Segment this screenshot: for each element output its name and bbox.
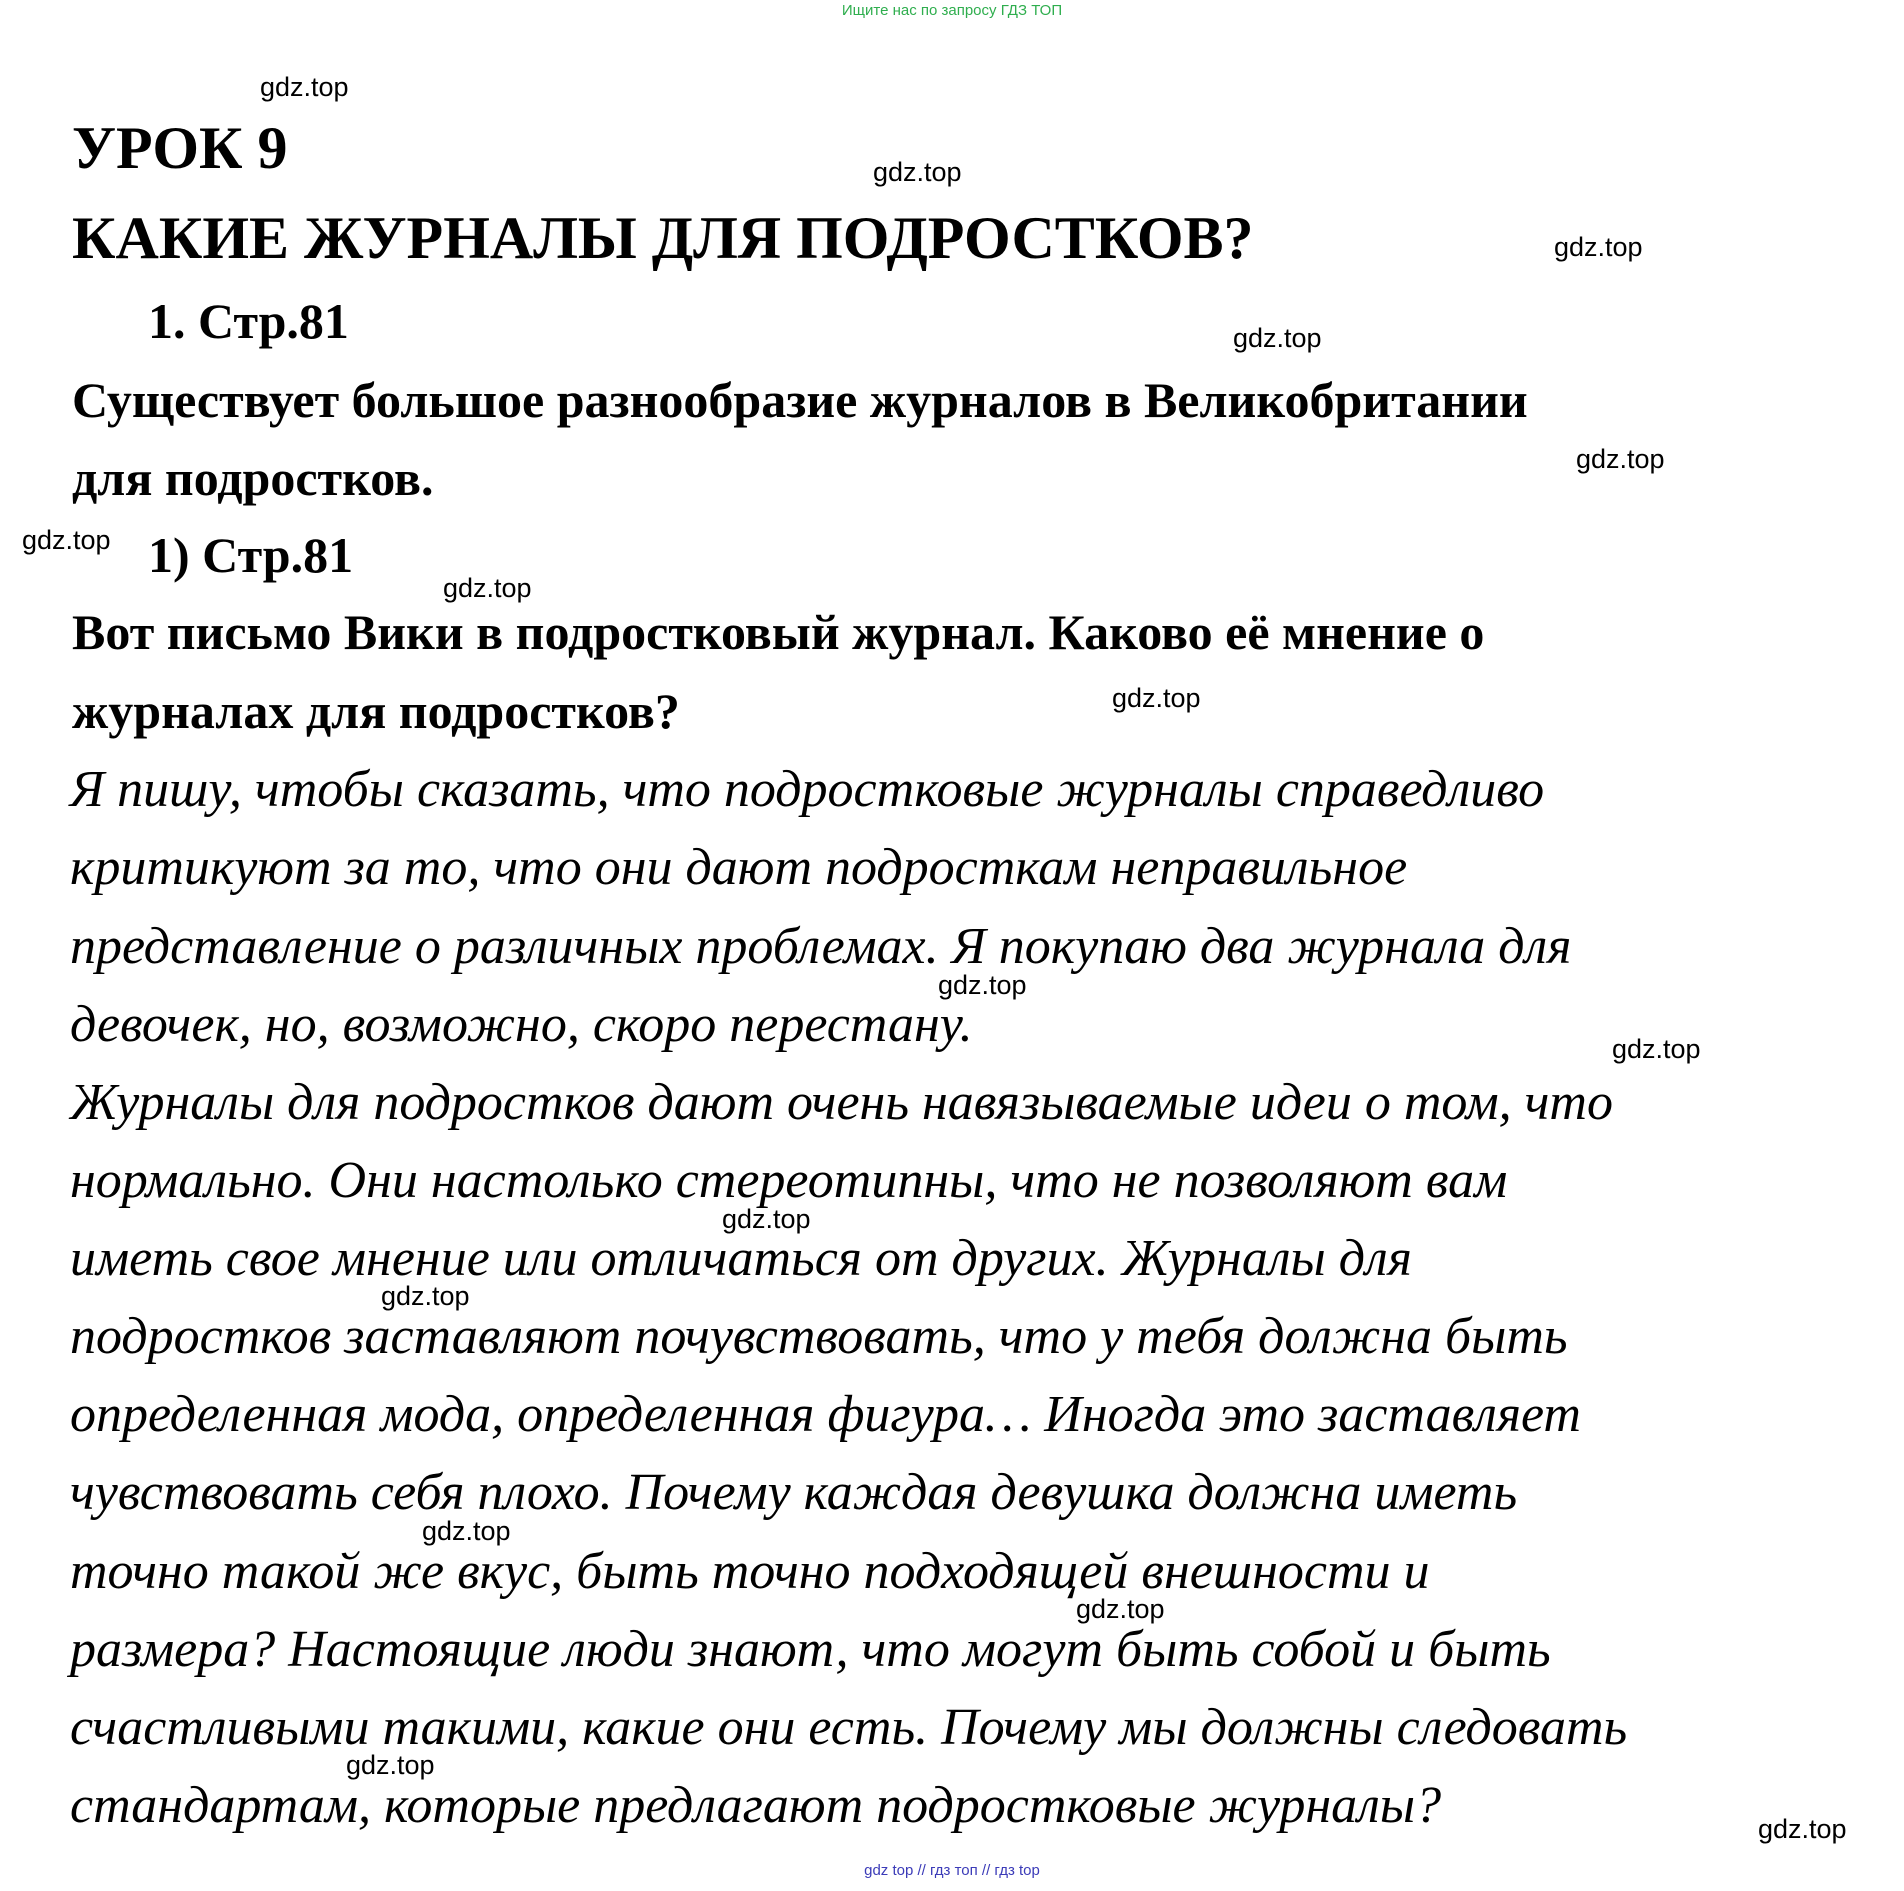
watermark: gdz.top	[1554, 232, 1643, 262]
watermark: gdz.top	[873, 157, 962, 187]
watermark: gdz.top	[346, 1750, 435, 1780]
watermark: gdz.top	[1112, 683, 1201, 713]
watermark: gdz.top	[1233, 323, 1322, 353]
top-banner: Ищите нас по запросу ГДЗ ТОП	[841, 2, 1063, 19]
answer-line: стандартам, которые предлагают подростковые журналы?	[70, 1777, 1442, 1834]
exercise-1-1-label: 1) Стр.81	[148, 527, 354, 583]
answer-line: представление о различных проблемах. Я покупаю два журнала для	[70, 918, 1572, 975]
answer-line: счастливыми такими, какие они есть. Почему мы должны следовать	[70, 1699, 1628, 1756]
exercise-1-text-line: для подростков.	[72, 450, 434, 506]
answer-line: размера? Настоящие люди знают, что могут быть собой и быть	[70, 1621, 1551, 1678]
watermark: gdz.top	[1612, 1034, 1701, 1064]
watermark: gdz.top	[938, 970, 1027, 1000]
lesson-title: УРОК 9	[72, 115, 288, 181]
watermark: gdz.top	[422, 1516, 511, 1546]
watermark: gdz.top	[22, 525, 111, 555]
watermark: gdz.top	[381, 1281, 470, 1311]
exercise-1-text-line: Существует большое разнообразие журналов в Великобритании	[72, 372, 1528, 428]
answer-line: критикуют за то, что они дают подросткам неправильное	[70, 839, 1408, 896]
lesson-subtitle: КАКИЕ ЖУРНАЛЫ ДЛЯ ПОДРОСТКОВ?	[72, 205, 1254, 271]
bottom-banner: gdz top // гдз топ // гдз top	[864, 1862, 1040, 1879]
answer-line: точно такой же вкус, быть точно подходящей внешности и	[70, 1543, 1430, 1600]
answer-line: чувствовать себя плохо. Почему каждая девушка должна иметь	[70, 1464, 1518, 1521]
watermark: gdz.top	[443, 573, 532, 603]
watermark: gdz.top	[1758, 1814, 1847, 1844]
answer-line: Я пишу, чтобы сказать, что подростковые журналы справедливо	[70, 761, 1545, 818]
answer-line: нормально. Они настолько стереотипны, что не позволяют вам	[70, 1152, 1508, 1209]
answer-line: подростков заставляют почувствовать, что у тебя должна быть	[70, 1308, 1568, 1365]
watermark: gdz.top	[1576, 444, 1665, 474]
answer-line: Журналы для подростков дают очень навязываемые идеи о том, что	[70, 1074, 1613, 1131]
watermark: gdz.top	[722, 1204, 811, 1234]
watermark: gdz.top	[260, 72, 349, 102]
exercise-1-label: 1. Стр.81	[148, 293, 349, 349]
answer-line: иметь свое мнение или отличаться от других. Журналы для	[70, 1230, 1412, 1287]
answer-line: определенная мода, определенная фигура… Иногда это заставляет	[70, 1386, 1581, 1443]
answer-line: девочек, но, возможно, скоро перестану.	[70, 996, 973, 1053]
exercise-1-1-text-line: Вот письмо Вики в подростковый журнал. Каково её мнение о	[72, 604, 1485, 660]
watermark: gdz.top	[1076, 1594, 1165, 1624]
exercise-1-1-text-line: журналах для подростков?	[72, 683, 680, 739]
